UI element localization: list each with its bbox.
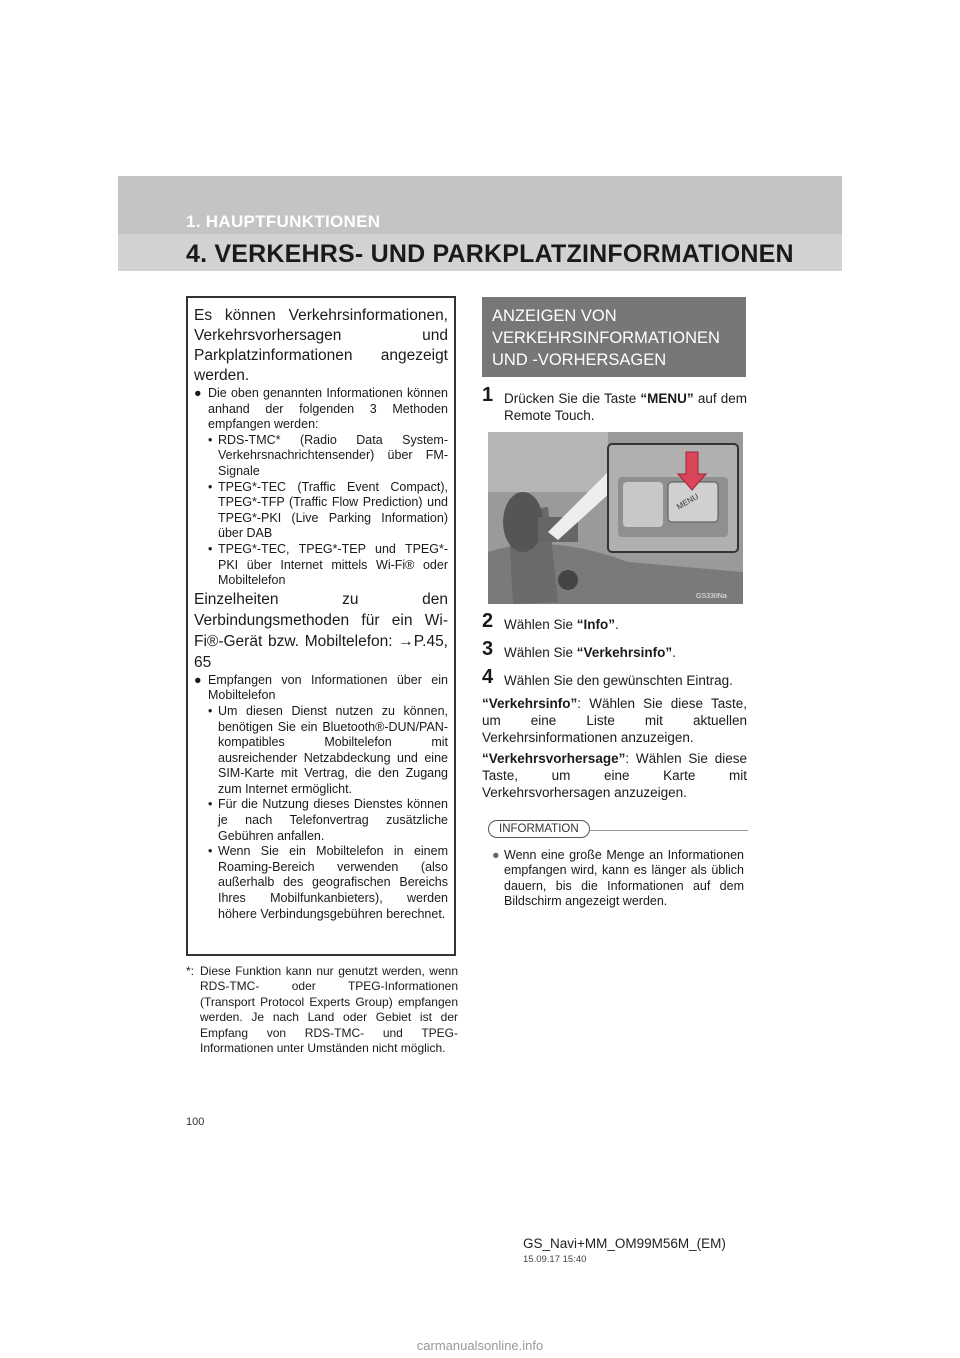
mobile-item: • Wenn Sie ein Mobiltelefon in einem Roaming-Bereich verwenden (also außerhalb des geografischen Bereichs Ihres Mobilfunkanbieters), werden höhere Verbindungsgebühren berechnet. <box>208 844 448 921</box>
console-illustration <box>488 432 743 604</box>
definition-vorhersage: “Verkehrsvorhersage”: Wählen Sie diese Taste, um eine Karte mit Verkehrsvorhersagen anzuzeigen. <box>482 751 747 800</box>
step-3: 3 Wählen Sie “Verkehrsinfo”. <box>482 638 676 660</box>
print-timestamp: 15.09.17 15:40 <box>523 1254 587 1265</box>
svg-text:MENU: MENU <box>675 491 701 512</box>
method-item: • TPEG*-TEC, TPEG*-TEP und TPEG*-PKI über Internet mittels Wi-Fi® oder Mobiltelefon <box>208 541 448 588</box>
remote-touch-photo <box>488 432 743 604</box>
method-item: • TPEG*-TEC (Traffic Event Compact), TPEG*-TFP (Traffic Flow Prediction) und TPEG*-PKI (Live Parking Information) über DAB <box>208 479 448 541</box>
connection-heading: Einzelheiten zu den Verbindungsmethoden für ein Wi-Fi®-Gerät bzw. Mobiltelefon: →P.45, 65 <box>194 590 448 671</box>
mobile-item: • Um diesen Dienst nutzen zu können, benötigen Sie ein Bluetooth®-DUN/PAN-kompatibles Mobiltelefon mit ausreichender Netzabdeckung und eine SIM-Karte mit Vertrag, die den Zugang zum Internet ermöglicht. <box>208 703 448 796</box>
information-text: ● Wenn eine große Menge an Informationen empfangen wird, kann es länger als üblich dauern, bis die Informationen auf dem Bildschirm angezeigt werden. <box>492 848 744 909</box>
step-1: 1 Drücken Sie die Taste “MENU” auf dem Remote Touch. <box>482 384 747 423</box>
page-number: 100 <box>186 1116 205 1128</box>
step-4: 4 Wählen Sie den gewünschten Eintrag. <box>482 666 733 688</box>
bullet-dot-icon: ● <box>492 848 500 862</box>
bullet-dot-icon: ● <box>194 386 202 400</box>
svg-text:GS33IINa: GS33IINa <box>696 593 727 600</box>
page-title: 4. VERKEHRS- UND PARKPLATZINFORMATIONEN <box>186 240 794 268</box>
section-label: 1. HAUPTFUNKTIONEN <box>186 212 381 231</box>
bullet-methods: ● Die oben genannten Informationen können anhand der folgenden 3 Methoden empfangen werden: <box>194 386 448 432</box>
intro-box <box>186 296 456 956</box>
document-id: GS_Navi+MM_OM99M56M_(EM) <box>523 1236 726 1251</box>
information-label: INFORMATION <box>488 820 590 838</box>
footnote: *: Diese Funktion kann nur genutzt werden, wenn RDS-TMC- oder TPEG-Informationen (Transport Protocol Experts Group) empfangen werden. Je nach Land oder Gebiet ist der Empfang von RDS-TMC- und TPEG-Informationen unter Umständen nicht möglich. <box>186 964 458 1056</box>
bullet-dot-icon: ● <box>194 672 202 687</box>
intro-lead: Es können Verkehrsinformationen, Verkehrsvorhersagen und Parkplatzinformationen angezeigt werden. <box>194 307 448 384</box>
mobile-item: • Für die Nutzung dieses Dienstes können je nach Telefonvertrag zusätzliche Gebühren anfallen. <box>208 797 448 843</box>
watermark: carmanualsonline.info <box>416 1338 544 1353</box>
definition-verkehrsinfo: “Verkehrsinfo”: Wählen Sie diese Taste, um eine Liste mit aktuellen Verkehrsinformationen anzuzeigen. <box>482 696 747 745</box>
method-item: • RDS-TMC* (Radio Data System-Verkehrsnachrichtensender) über FM-Signale <box>208 432 448 478</box>
step-2: 2 Wählen Sie “Info”. <box>482 610 619 632</box>
section-heading: ANZEIGEN VON VERKEHRSINFORMATIONEN UND -VORHERSAGEN <box>482 297 746 377</box>
bullet-mobile: ● Empfangen von Informationen über ein Mobiltelefon <box>194 672 448 703</box>
